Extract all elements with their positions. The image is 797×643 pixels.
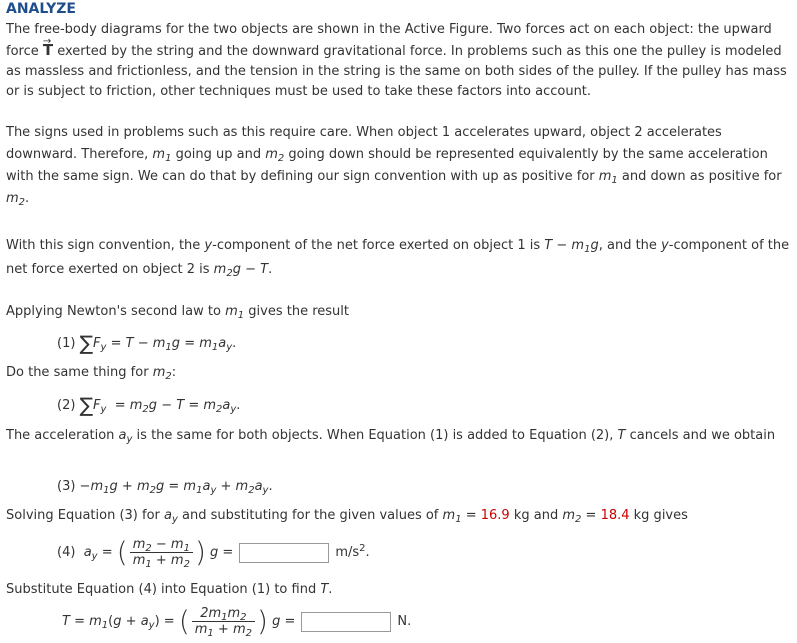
acceleration-answer-input[interactable] bbox=[239, 543, 329, 563]
acceleration-paragraph: The acceleration $a_y$ is the same for both objects. When Equation (1) is added to Equation (2), T cancels and we obtain bbox=[6, 428, 776, 445]
equation-4: (4) $a_y$ = ( $\frac{m_2 - m_1}{m_1 + m_2}$ ) $g = m/s^2$. bbox=[57, 535, 370, 570]
m2-value: 18.4 bbox=[600, 508, 630, 523]
section-heading: ANALYZE bbox=[6, 1, 76, 17]
newton-law-intro: Applying Newton's second law to $m_1$ gives the result bbox=[6, 304, 349, 321]
tension-answer-input[interactable] bbox=[301, 612, 391, 632]
intro-paragraph: The free-body diagrams for the two objects are shown in the Active Figure. Two forces act on each object: the upward force → T exerted by the string and the downward gravitational force. In problems such as this one the pulley is modeled as massless and frictionless, and the tension in the string is the same on both sides of the pulley. If the pulley has mass or is subject to friction, other techniques must be used to take these factors into account. bbox=[6, 20, 791, 102]
solving-paragraph: Solving Equation (3) for $a_y$ and substituting for the given values of $m_1 = 16.9$ kg and $m_2 = 18.4$ kg gives bbox=[6, 508, 688, 525]
equation-2: (2) $\sum F_y = m_2g - T = m_2a_y$. bbox=[57, 393, 241, 417]
equation-tension: $T = m_1(g + a_y)$ = ( $\frac{2m_1m_2}{m_1 + m_2}$ ) g = N. bbox=[62, 604, 412, 639]
substitute-paragraph: Substitute Equation (4) into Equation (1) to find T. bbox=[6, 582, 333, 597]
m1-value: 16.9 bbox=[480, 508, 510, 523]
tension-vector-symbol: → T bbox=[43, 41, 53, 59]
fraction-m2-minus-m1: $\frac{m_2 - m_1}{m_1 + m_2}$ bbox=[130, 537, 193, 568]
fraction-2m1m2: $\frac{2m_1m_2}{m_1 + m_2}$ bbox=[192, 606, 255, 637]
equation-3: $(3) -m_1g + m_2g = m_1a_y + m_2a_y$. bbox=[57, 479, 273, 496]
same-thing-text: Do the same thing for $m_2$: bbox=[6, 365, 177, 382]
equation-1: (1) $\sum F_y = T - m_1g = m_1a_y$. bbox=[57, 331, 237, 355]
sign-convention-paragraph: The signs used in problems such as this require care. When object 1 accelerates upward, object 2 accelerates downward. Therefore, $m_1$ going up and $m_2$ going down should be represented equivalently by the same acceleration with the same sign. We can do that by defining our sign convention with up as positive for $m_1$ and down as positive for $m_2$. bbox=[6, 125, 782, 208]
net-force-paragraph: With this sign convention, the y-component of the net force exerted on object 1 is $T - m_1g$, and the y-component of the net force exerted on object 2 is $m_2g - T$. bbox=[6, 238, 790, 279]
